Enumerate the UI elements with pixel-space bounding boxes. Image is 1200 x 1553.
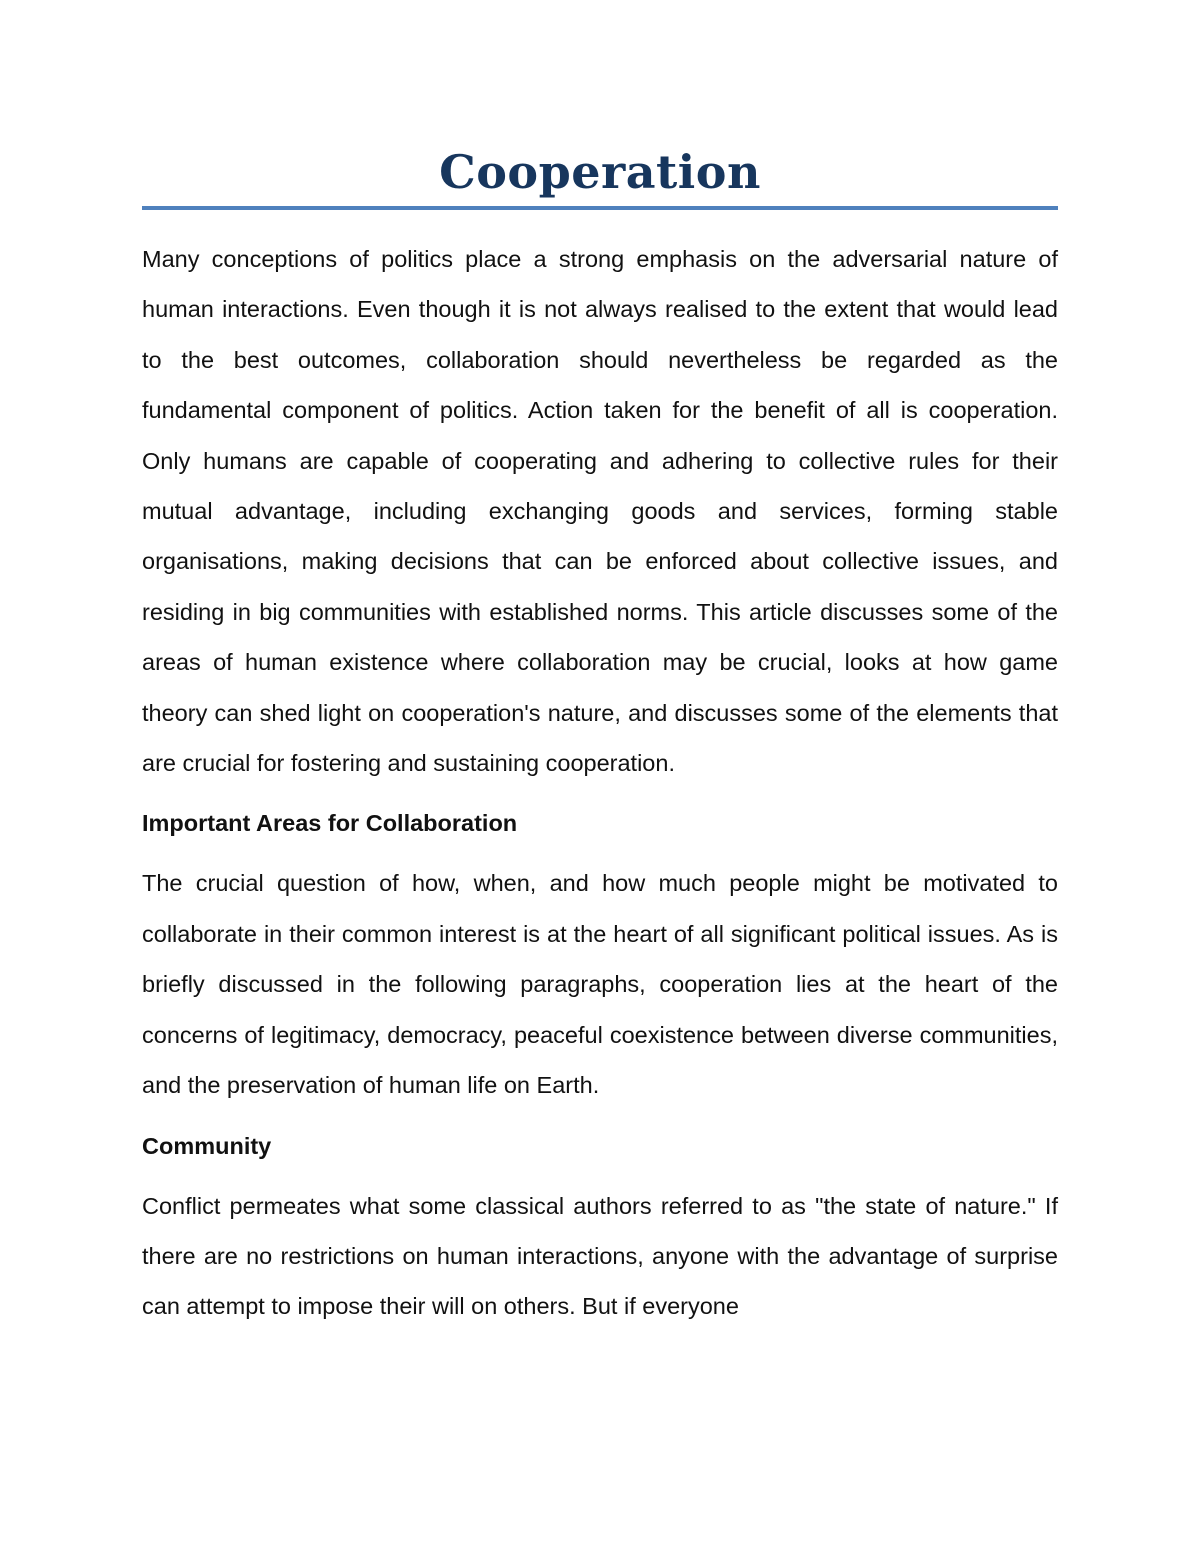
intro-paragraph: Many conceptions of politics place a strong emphasis on the adversarial nature of human interactions. Even though it is not always realised to the extent that would lead to the best outcomes, collaboration should nevertheless be regarded as the fundamental component of politics. Action taken for the benefit of all is cooperation. Only humans are capable of cooperating and adhering to collective rules for their mutual advantage, including exchanging goods and services, forming stable organisations, making decisions that can be enforced about collective issues, and residing in big communities with established norms. This article discusses some of the areas of human existence where collaboration may be crucial, looks at how game theory can shed light on cooperation's nature, and discusses some of the elements that are crucial for fostering and sustaining cooperation. (142, 246, 1058, 777)
document-title: Cooperation (439, 145, 761, 199)
section-heading-important-areas: Important Areas for Collaboration (142, 810, 518, 837)
document-content (142, 138, 1058, 1350)
title-underline (142, 206, 1058, 210)
section-heading-community: Community (142, 1132, 272, 1159)
community-paragraph: Conflict permeates what some classical authors referred to as "the state of nature." If there are no restrictions on human interactions, anyone with the advantage of surprise can attempt to impose their will on others. But if everyone (142, 1192, 1058, 1320)
important-areas-paragraph: The crucial question of how, when, and how much people might be motivated to collaborate in their common interest is at the heart of all significant political issues. As is briefly discussed in the following paragraphs, cooperation lies at the heart of the concerns of legitimacy, democracy, peaceful coexistence between diverse communities, and the preservation of human life on Earth. (142, 870, 1058, 1099)
